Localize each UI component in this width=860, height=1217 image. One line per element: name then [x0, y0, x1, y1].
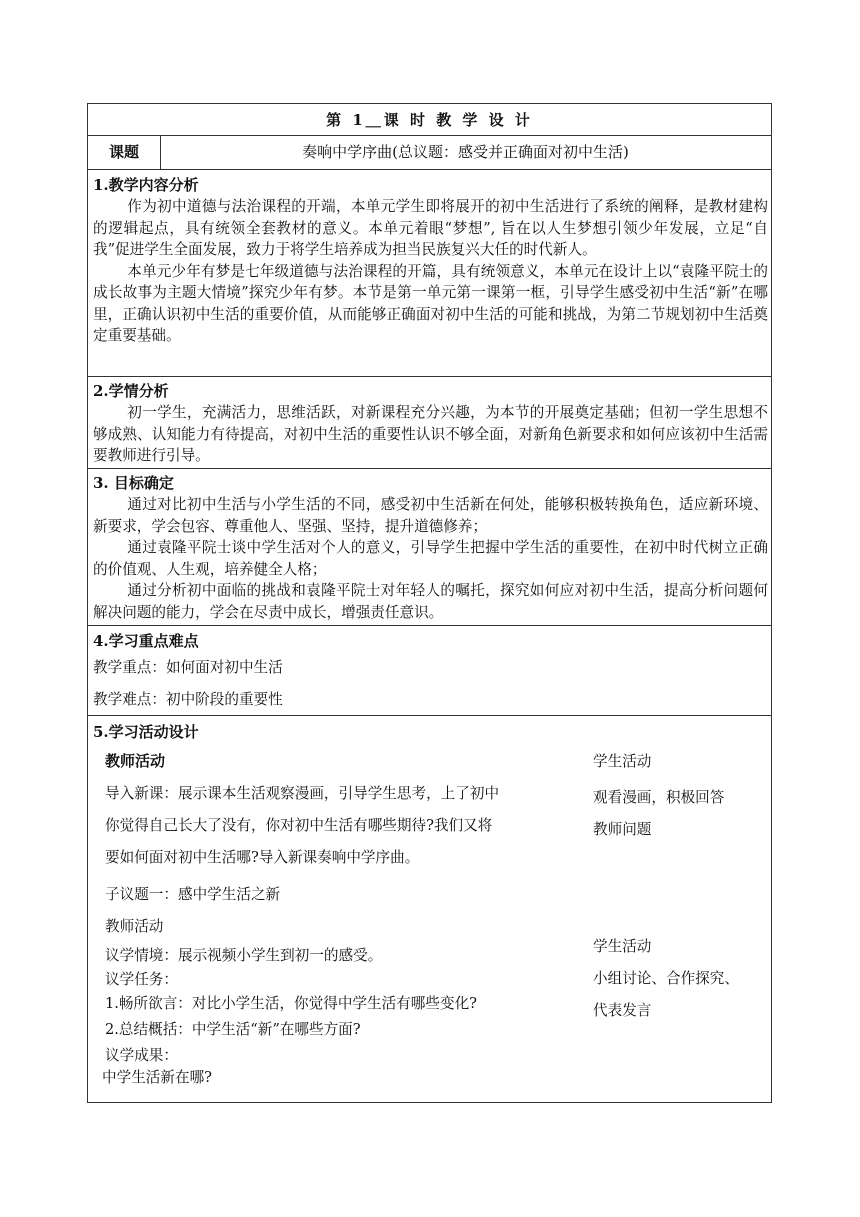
sub-topic: 子议题一：感中学生活之新	[105, 886, 281, 903]
student-activity-column	[593, 746, 771, 1027]
intro-line: 你觉得自己长大了没有，你对初中生活有哪些期待?我们又将	[105, 817, 493, 834]
student-line: 观看漫画，积极回答	[593, 789, 725, 806]
topic-value: 奏响中学序曲(总议题：感受并正确面对初中生活)	[302, 143, 629, 161]
student-line: 教师问题	[593, 821, 652, 838]
section-content-analysis	[88, 170, 771, 377]
student-activity-label: 学生活动	[593, 753, 652, 770]
student-line: 代表发言	[593, 1002, 652, 1019]
section-heading: 1.教学内容分析	[93, 176, 199, 194]
lesson-plan-table	[87, 103, 772, 1103]
paragraph: 作为初中道德与法治课程的开端，本单元学生即将展开的初中生活进行了系统的阐释，是教材建构的逻辑起点，具有统领全套教材的意义。本单元着眼“梦想”, 旨在以人生梦想引领少年发展，立足“自我”促进学生全面发展，致力于将学生培养成为担当民族复兴大任的时代新人。	[93, 198, 768, 258]
section-objectives	[88, 469, 771, 626]
result-item: 中学生活新在哪?	[102, 1069, 212, 1086]
section-student-analysis	[88, 377, 771, 469]
key-point: 教学重点：如何面对初中生活	[93, 659, 283, 676]
difficult-point: 教学难点：初中阶段的重要性	[93, 691, 283, 708]
teacher-activity-label: 教师活动	[105, 752, 166, 770]
paragraph: 本单元少年有梦是七年级道德与法治课程的开篇，具有统领意义，本单元在设计上以“袁隆平院士的成长故事为主题大情境”探究少年有梦。本节是第一单元第一课第一框，引导学生感受初中生活“新”在哪里，正确认识初中生活的重要价值，从而能够正确面对初中生活的可能和挑战，为第二节规划初中生活奠定重要基础。	[93, 262, 768, 344]
paragraph: 通过袁隆平院士谈中学生活对个人的意义，引导学生把握中学生活的重要性，在初中时代树立正确的价值观、人生观，培养健全人格；	[93, 539, 768, 578]
situation: 议学情境：展示视频小学生到初一的感受。	[105, 947, 383, 964]
topic-row	[88, 136, 771, 170]
section-key-points	[88, 626, 771, 716]
section-heading: 3. 目标确定	[93, 474, 174, 492]
tasks-label: 议学任务：	[105, 971, 178, 988]
result-label: 议学成果：	[105, 1047, 178, 1064]
section-heading: 4.学习重点难点	[93, 632, 199, 650]
student-activity-label-2: 学生活动	[593, 938, 652, 955]
intro-line: 导入新课：展示课本生活观察漫画，引导学生思考，上了初中	[105, 785, 500, 802]
paragraph: 通过对比初中生活与小学生活的不同，感受初中生活新在何处，能够积极转换角色，适应新环境、新要求，学会包容、尊重他人、坚强、坚持，提升道德修养；	[93, 496, 768, 535]
task-item: 2.总结概括：中学生活“新”在哪些方面?	[105, 1021, 361, 1038]
section-heading: 5.学习活动设计	[93, 723, 199, 741]
topic-label: 课题	[88, 136, 161, 169]
student-line: 小组讨论、合作探究、	[593, 970, 739, 987]
teacher-activity-label-2: 教师活动	[105, 918, 164, 935]
paragraph: 初一学生，充满活力，思维活跃，对新课程充分兴趣，为本节的开展奠定基础；但初一学生思想不够成熟、认知能力有待提高，对初中生活的重要性认识不够全面，对新角色新要求和如何应该初中生活需要教师进行引导。	[93, 404, 768, 464]
paragraph: 通过分析初中面临的挑战和袁隆平院士对年轻人的嘱托，探究如何应对初中生活，提高分析问题何解决问题的能力，学会在尽责中成长，增强责任意识。	[93, 582, 768, 621]
section-activity-design	[88, 716, 771, 1104]
teacher-activity-column	[102, 746, 585, 1089]
table-title: 第 1＿课 时 教 学 设 计	[88, 104, 771, 136]
task-item: 1.畅所欲言：对比小学生活，你觉得中学生活有哪些变化?	[105, 995, 478, 1012]
section-heading: 2.学情分析	[93, 382, 169, 400]
intro-line: 要如何面对初中生活哪?导入新课奏响中学序曲。	[105, 849, 420, 866]
